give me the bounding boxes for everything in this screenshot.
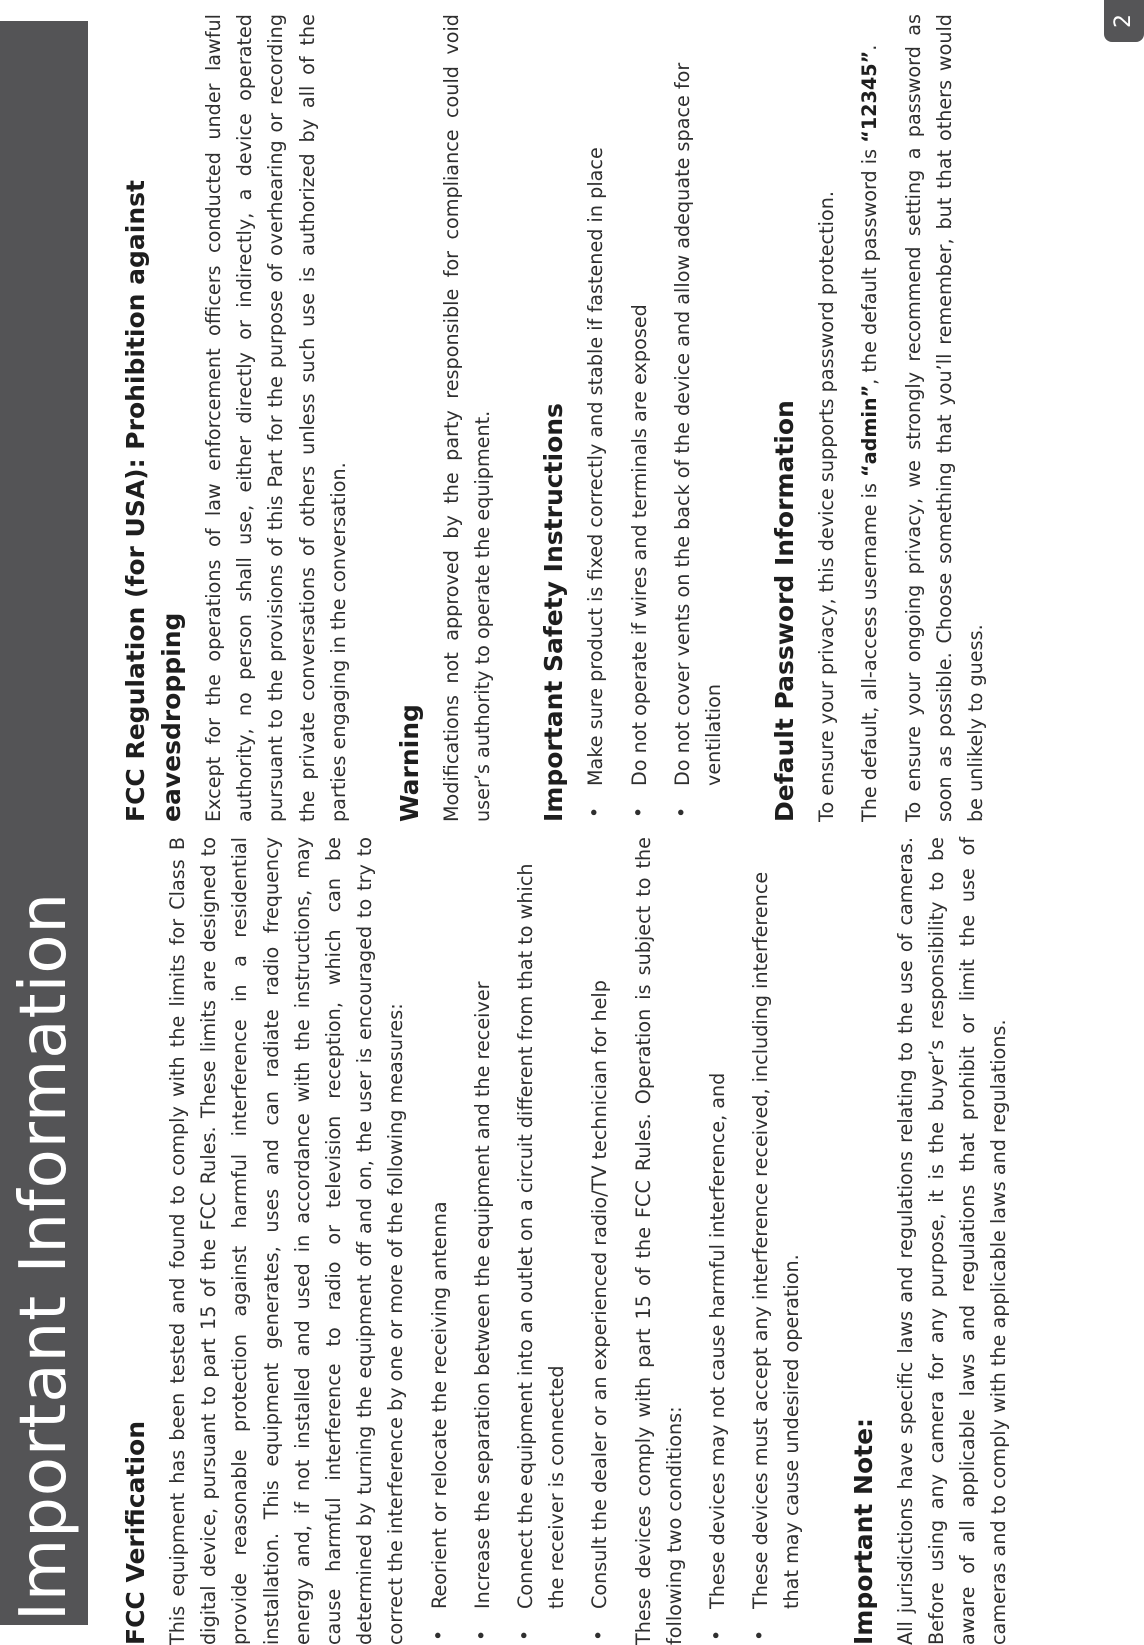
title-banner [0, 21, 88, 1625]
fcc-verification-section [118, 837, 808, 1645]
list-item: • Make sure product is fixed correctly and stable if fastened in place [580, 14, 611, 822]
warning-section [392, 14, 498, 822]
conditions-list [702, 837, 808, 1645]
default-password: “12345” [858, 50, 882, 143]
page-number-badge: 2 [1104, 0, 1144, 42]
fcc-regulation-section [118, 14, 354, 822]
safety-section [536, 14, 729, 822]
credentials-text: , the default password is [858, 142, 882, 385]
right-column [118, 14, 1003, 822]
interference-measures-list [424, 837, 616, 1645]
warning-body: Modifications not approved by the party responsible for compliance could void user’s authority to operate the equipment. [440, 14, 495, 822]
list-item: • Increase the separation between the equipment and the receiver [467, 837, 498, 1645]
important-note-body: All jurisdictions have specific laws and regulations relating to the use of cameras. Before using any camera for any purpose, it is the buyer’s responsibility to be aware of all applicable laws and regulations that prohibit or limit the use of cameras and to comply with the applicable laws and regulations. [893, 837, 1011, 1645]
list-item: • Do not cover vents on the back of the device and allow adequate space for ventilation [667, 14, 729, 822]
default-credentials [854, 14, 885, 822]
list-item: • Reorient or relocate the receiving antenna [424, 837, 455, 1645]
fcc-verification-heading: FCC Verification [121, 1420, 150, 1645]
fcc-verification-intro: This equipment has been tested and found to comply with the limits for Class B digital device, pursuant to part 15 of the FCC Rules. These limits are designed to provide reasonable protection against harmful interference in a residential installation. This equipment generates, uses and can radiate radio frequency energy and, if not installed and used in accordance with the instructions, may cause harmful interference to radio or television reception, which can be determined by turning the equipment off and on, the user is encouraged to try to correct the interference by one or more of the following measures: [166, 837, 408, 1645]
credentials-text: The default, all-access username is [858, 476, 882, 822]
left-column [118, 837, 1026, 1645]
password-section [767, 14, 991, 822]
password-intro: To ensure your privacy, this device supports password protection. [815, 191, 839, 822]
list-item: • These devices must accept any interference received, including interference that may cause undesired operation. [745, 837, 807, 1645]
password-advice: To ensure your ongoing privacy, we strongly recommend setting a password as soon as possible. Choose something that you’ll remember, but that others would be unlikely to guess. [901, 14, 988, 822]
password-heading: Default Password Information [770, 400, 800, 822]
default-username: “admin” [858, 384, 882, 477]
safety-heading: Important Safety Instructions [539, 403, 569, 822]
list-item: • Do not operate if wires and terminals are exposed [624, 14, 655, 822]
list-item: • Consult the dealer or an experienced radio/TV technician for help [584, 837, 615, 1645]
list-item: • These devices may not cause harmful interference, and [702, 837, 733, 1645]
conditions-intro: These devices comply with part 15 of the FCC Rules. Operation is subject to the following two conditions: [631, 837, 686, 1645]
warning-heading: Warning [395, 704, 425, 822]
fcc-regulation-heading: FCC Regulation (for USA): Prohibition against eavesdropping [121, 180, 186, 822]
fcc-regulation-body: Except for the operations of law enforcement officers conducted under lawful authority, no person shall use, either directly or indirectly, a device operated pursuant to the provisions of this Part for the purpose of overhearing or recording the private conversations of others unless such use is authorized by all of the parties engaging in the conversation. [202, 14, 350, 822]
credentials-text: . [858, 44, 882, 51]
safety-list [580, 14, 729, 822]
list-item: • Connect the equipment into an outlet on a circuit different from that to which the receiver is connected [510, 837, 572, 1645]
page-title: Important Information [7, 891, 81, 1621]
important-note-heading: Important Note: [848, 1417, 878, 1645]
important-note-section [846, 837, 1015, 1645]
